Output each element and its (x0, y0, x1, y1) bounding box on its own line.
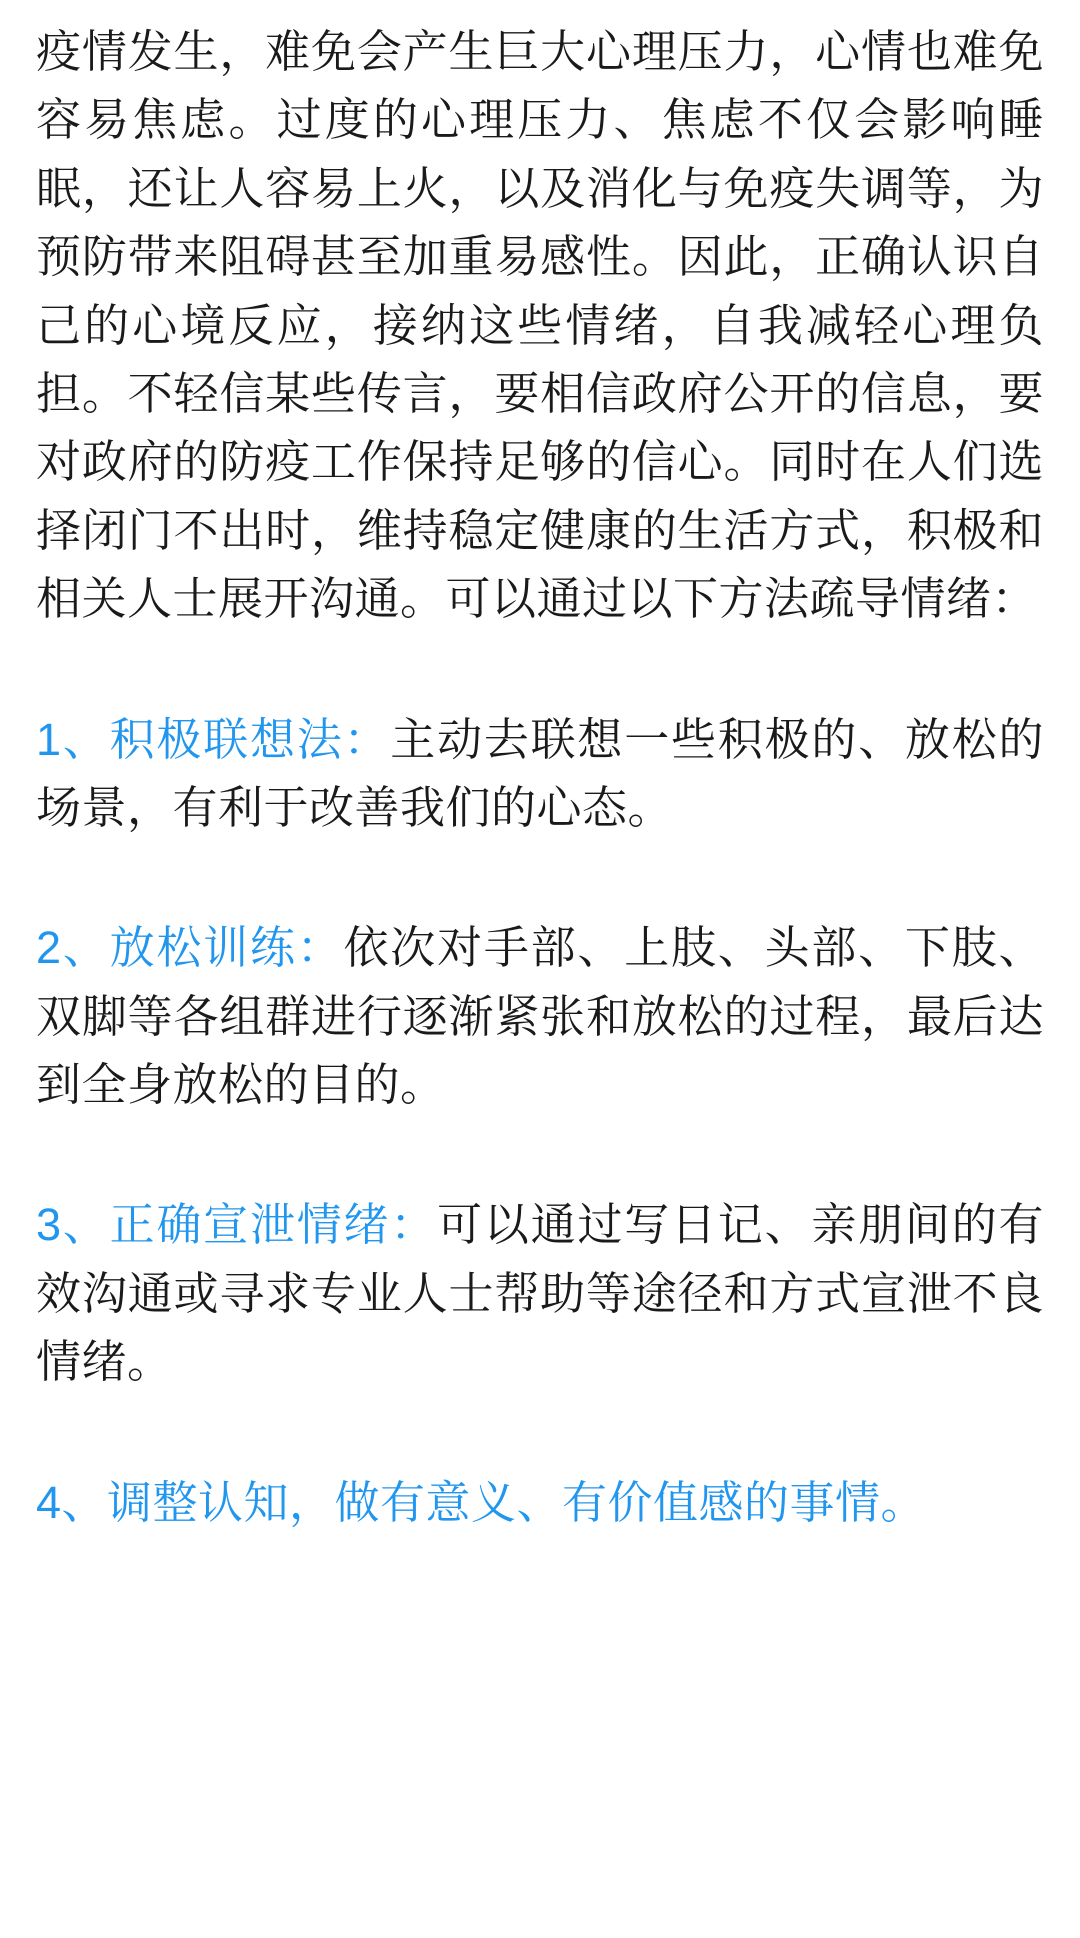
list-item-lead: 4、调整认知，做有意义、有价值感的事情。 (36, 1476, 927, 1528)
list-item (36, 706, 1044, 843)
list-item-lead: 2、放松训练： (36, 922, 344, 974)
list-item (36, 1469, 1044, 1537)
list-item (36, 914, 1044, 1119)
list-item-body: 依次对手部、上肢、头部、下肢、双脚等各组群进行逐渐紧张和放松的过程，最后达到全身放松的目的。 (36, 922, 1044, 1111)
list-item-lead: 1、积极联想法： (36, 713, 391, 765)
list-item (36, 1191, 1044, 1396)
list-item-lead: 3、正确宣泄情绪： (36, 1199, 438, 1251)
intro-paragraph: 疫情发生，难免会产生巨大心理压力，心情也难免容易焦虑。过度的心理压力、焦虑不仅会影响睡眠，还让人容易上火，以及消化与免疫失调等，为预防带来阻碍甚至加重易感性。因此，正确认识自己的心境反应，接纳这些情绪，自我减轻心理负担。不轻信某些传言，要相信政府公开的信息，要对政府的防疫工作保持足够的信心。同时在人们选择闭门不出时，维持稳定健康的生活方式，积极和相关人士展开沟通。可以通过以下方法疏导情绪： (36, 26, 1044, 625)
list-item-body: 可以通过写日记、亲朋间的有效沟通或寻求专业人士帮助等途径和方式宣泄不良情绪。 (36, 1199, 1044, 1388)
list-item-body: 主动去联想一些积极的、放松的场景，有利于改善我们的心态。 (36, 713, 1044, 833)
